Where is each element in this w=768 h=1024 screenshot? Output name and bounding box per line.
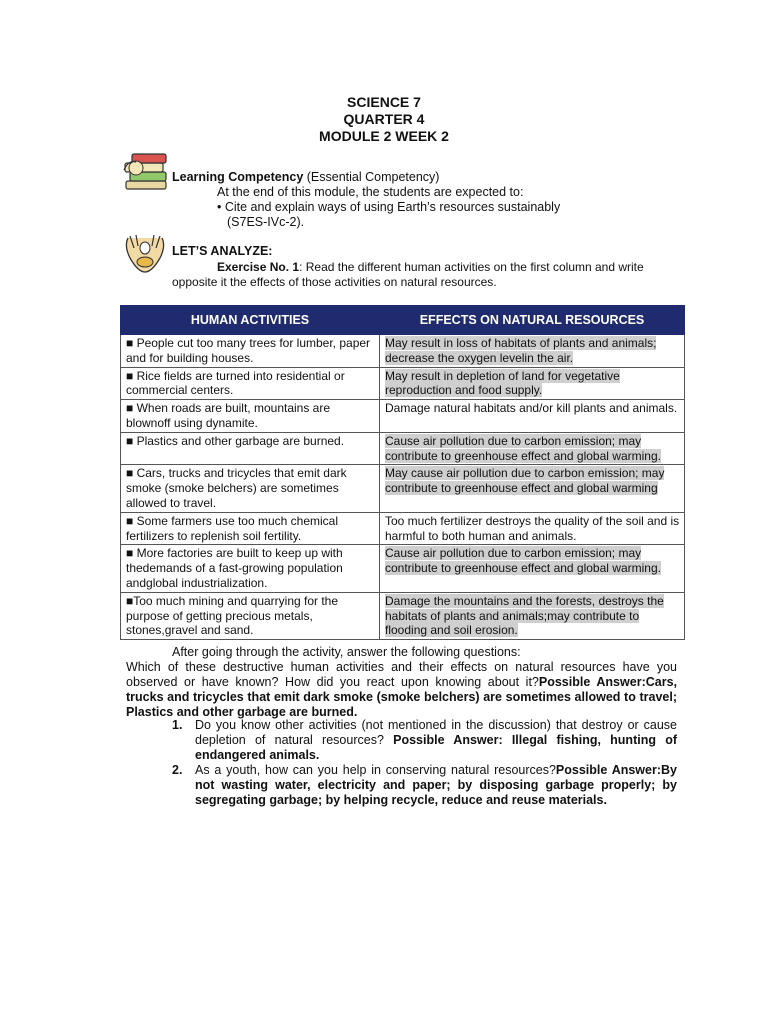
activity-cell: ■ When roads are built, mountains are blownoff using dynamite. — [121, 400, 380, 433]
question-text: Do you know other activities (not mentioned in the discussion) that destroy or cause depletion of natural resources? — [195, 718, 677, 747]
exercise-instructions — [172, 260, 672, 290]
competency-intro: At the end of this module, the students are expected to: — [217, 185, 524, 199]
competency-code: (S7ES-IVc-2). — [227, 215, 305, 229]
question-body — [195, 718, 677, 763]
analyze-heading: LET’S ANALYZE: — [172, 244, 273, 258]
header-effects: EFFECTS ON NATURAL RESOURCES — [380, 306, 685, 335]
exercise-label: Exercise No. 1 — [217, 260, 300, 274]
page-title — [0, 94, 768, 145]
question-item — [172, 718, 677, 763]
competency-heading — [172, 170, 439, 185]
table-row — [121, 512, 685, 545]
table-row — [121, 400, 685, 433]
books-icon — [122, 148, 172, 197]
table-row — [121, 545, 685, 592]
main-answer-text: :Cars, trucks and tricycles that emit dark smoke (smoke belchers) are sometimes allowed to travel; Plastics and other garbage are burned. — [126, 675, 677, 719]
competency-suffix: (Essential Competency) — [303, 170, 440, 184]
effect-cell — [380, 592, 685, 639]
question-body — [195, 763, 677, 808]
table-row — [121, 592, 685, 639]
activity-cell: ■ Rice fields are turned into residential or commercial centers. — [121, 367, 380, 400]
effect-text: May result in loss of habitats of plants and animals; decrease the oxygen levelin the air. — [385, 336, 657, 365]
activity-cell: ■Too much mining and quarrying for the purpose of getting precious metals, stones,gravel and sand. — [121, 592, 380, 639]
main-question — [126, 660, 677, 720]
competency-label: Learning Competency — [172, 170, 304, 184]
activity-cell: ■ Cars, trucks and tricycles that emit dark smoke (smoke belchers) are sometimes allowed to travel. — [121, 465, 380, 512]
exercise-text: : Read the different human activities on the first column and write opposite it the effects of those activities on natural resources. — [172, 260, 644, 289]
effect-cell — [380, 335, 685, 368]
table-row — [121, 367, 685, 400]
table-row — [121, 432, 685, 465]
questions-intro: After going through the activity, answer the following questions: — [172, 645, 521, 659]
question-number: 2. — [172, 763, 183, 777]
table-row — [121, 465, 685, 512]
effect-text: Cause air pollution due to carbon emission; may contribute to greenhouse effect and global warming. — [385, 433, 661, 463]
title-module: MODULE 2 WEEK 2 — [319, 128, 449, 144]
title-quarter: QUARTER 4 — [343, 111, 425, 127]
main-question-text: Which of these destructive human activities and their effects on natural resources have you observed or have known? How did you react upon knowing about it? — [126, 660, 677, 689]
effect-cell — [380, 512, 685, 545]
effect-cell — [380, 545, 685, 592]
table-header-row — [121, 306, 685, 335]
effect-text: Damage the mountains and the forests, destroys the habitats of plants and animals;may contribute to flooding and soil erosion. — [385, 593, 664, 638]
competency-bullet: • Cite and explain ways of using Earth’s resources sustainably — [217, 200, 561, 214]
effect-cell — [380, 367, 685, 400]
effect-text: May cause air pollution due to carbon emission; may contribute to greenhouse effect and global warming — [385, 466, 665, 496]
question-text: As a youth, how can you help in conserving natural resources? — [195, 763, 556, 777]
effect-cell — [380, 465, 685, 512]
question-answer: Possible Answer: Illegal fishing, hunting of endangered animals. — [195, 733, 677, 762]
activity-cell: ■ Some farmers use too much chemical fertilizers to replenish soil fertility. — [121, 512, 380, 545]
activities-table — [120, 305, 685, 640]
effect-cell — [380, 400, 685, 433]
effect-cell — [380, 432, 685, 465]
activity-cell: ■ People cut too many trees for lumber, paper and for building houses. — [121, 335, 380, 368]
activity-cell: ■ Plastics and other garbage are burned. — [121, 432, 380, 465]
activity-cell: ■ More factories are built to keep up with thedemands of a fast-growing population andglobal industrialization. — [121, 545, 380, 592]
effect-text: May result in depletion of land for vegetative reproduction and food supply. — [385, 368, 620, 398]
question-number: 1. — [172, 718, 183, 732]
question-answer: Possible Answer:By not wasting water, electricity and paper; by disposing garbage properly; by segregating garbage; by helping recycle, reduce and reuse materials. — [195, 763, 677, 807]
table-row — [121, 335, 685, 368]
main-answer-label: Possible Answer — [538, 675, 642, 689]
effect-text: Damage natural habitats and/or kill plants and animals. — [385, 401, 678, 416]
hands-icon — [120, 232, 170, 283]
effect-text: Cause air pollution due to carbon emission; may contribute to greenhouse effect and global warming. — [385, 546, 661, 576]
title-subject: SCIENCE 7 — [347, 94, 421, 110]
question-item — [172, 763, 677, 808]
effect-text: Too much fertilizer destroys the quality of the soil and is harmful to both human and animals. — [385, 513, 680, 543]
header-human-activities: HUMAN ACTIVITIES — [121, 306, 380, 335]
